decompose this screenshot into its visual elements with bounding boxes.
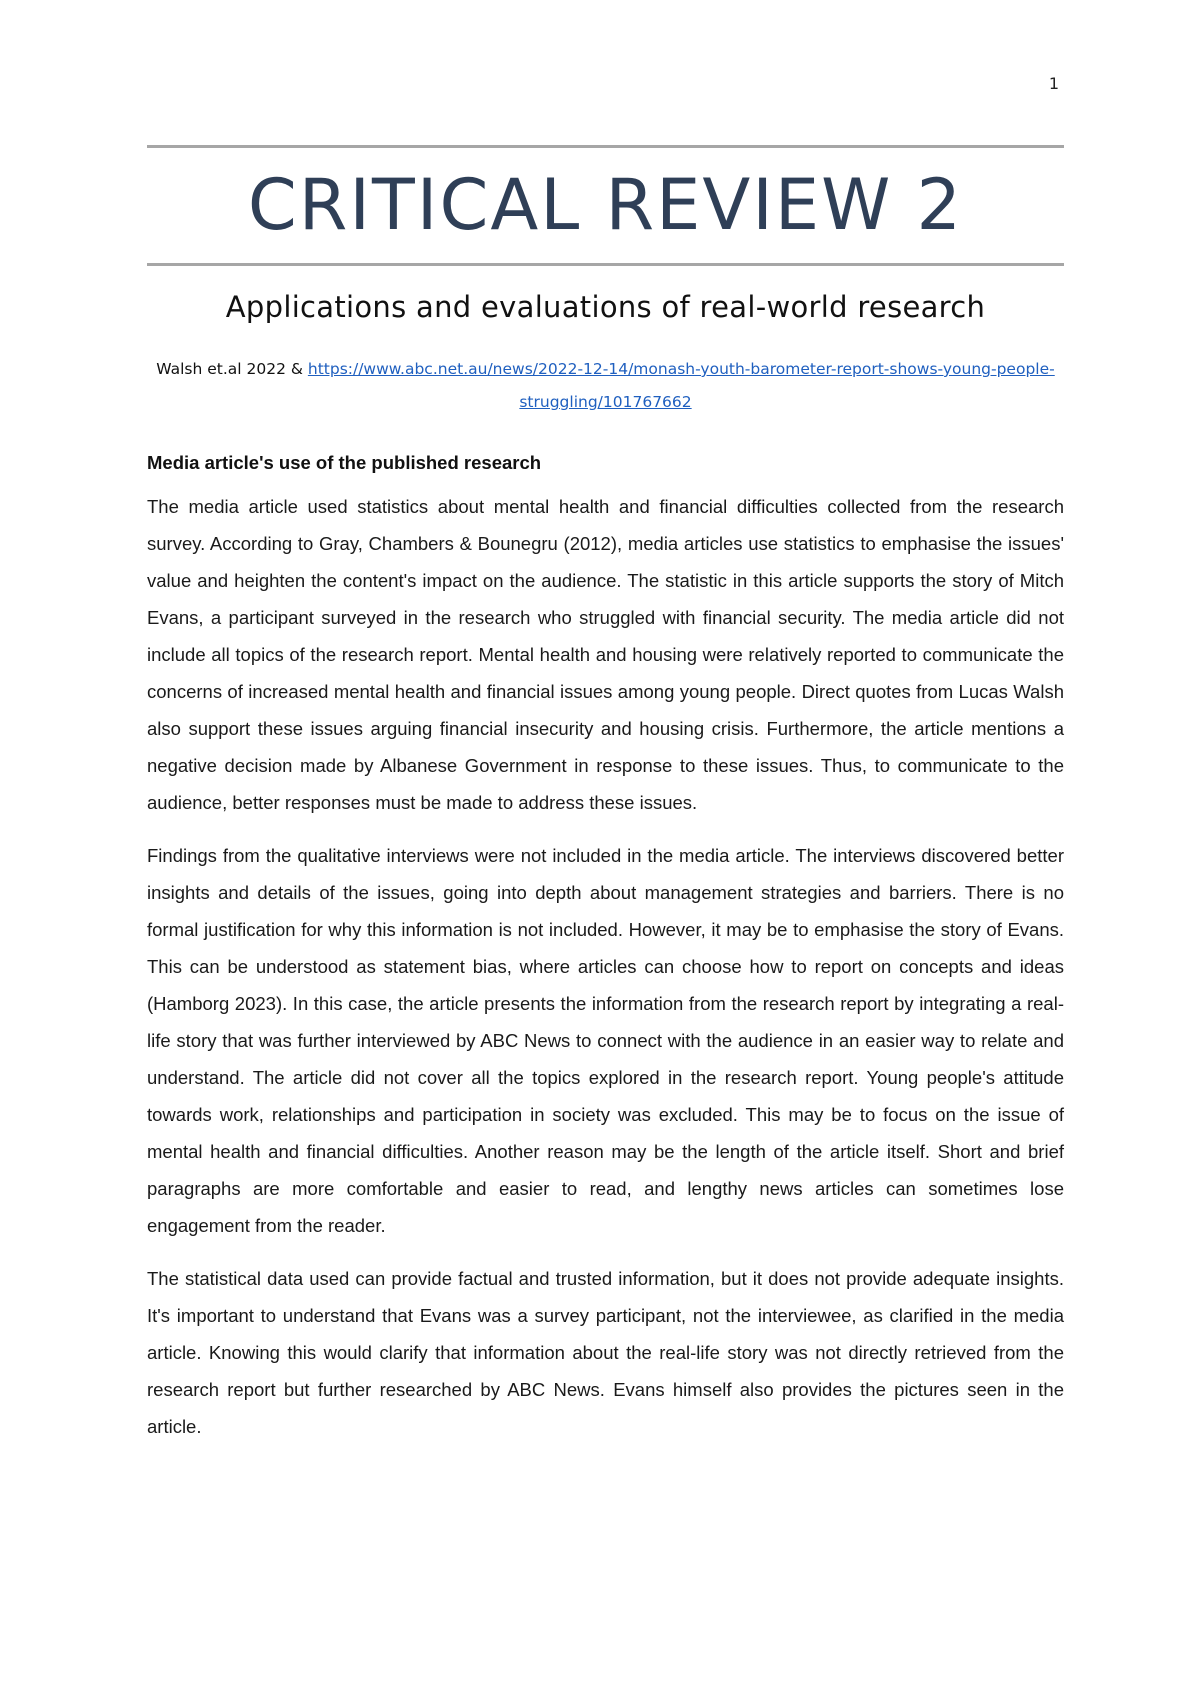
document-subtitle: Applications and evaluations of real-world research — [225, 290, 986, 324]
title-top-rule — [147, 145, 1064, 148]
section-body — [147, 452, 1064, 1461]
title-bottom-rule — [147, 263, 1064, 266]
source-prefix: Walsh et.al 2022 & — [156, 360, 308, 378]
source-citation — [147, 353, 1064, 419]
page-number: 1 — [1048, 74, 1059, 93]
paragraph: The statistical data used can provide factual and trusted information, but it does not provide adequate insights. It's important to understand that Evans was a survey participant, not the interviewee, as clarified in the media article. Knowing this would clarify that information about the real-life story was not directly retrieved from the research report but further researched by ABC News. Evans himself also provides the pictures seen in the article. — [147, 1268, 1064, 1437]
paragraph: Findings from the qualitative interviews were not included in the media article. The interviews discovered better insights and details of the issues, going into depth about management strategies and barriers. There is no formal justification for why this information is not included. However, it may be to emphasise the story of Evans. This can be understood as statement bias, where articles can choose how to report on concepts and ideas (Hamborg 2023). In this case, the article presents the information from the research report by integrating a real-life story that was further interviewed by ABC News to connect with the audience in an easier way to relate and understand. The article did not cover all the topics explored in the research report. Young people's attitude towards work, relationships and participation in society was excluded. This may be to focus on the issue of mental health and financial difficulties. Another reason may be the length of the article itself. Short and brief paragraphs are more comfortable and easier to read, and lengthy news articles can sometimes lose engagement from the reader. — [147, 845, 1064, 1236]
section-heading: Media article's use of the published research — [147, 452, 542, 473]
source-link[interactable]: https://www.abc.net.au/news/2022-12-14/monash-youth-barometer-report-shows-young-people-struggling/101767662 — [307, 360, 1055, 411]
paragraph: The media article used statistics about mental health and financial difficulties collected from the research survey. According to Gray, Chambers & Bounegru (2012), media articles use statistics to emphasise the issues' value and heighten the content's impact on the audience. The statistic in this article supports the story of Mitch Evans, a participant surveyed in the research who struggled with financial security. The media article did not include all topics of the research report. Mental health and housing were relatively reported to communicate the concerns of increased mental health and financial issues among young people. Direct quotes from Lucas Walsh also support these issues arguing financial insecurity and housing crisis. Furthermore, the article mentions a negative decision made by Albanese Government in response to these issues. Thus, to communicate to the audience, better responses must be made to address these issues. — [147, 496, 1064, 813]
document-title: CRITICAL REVIEW 2 — [247, 164, 964, 246]
